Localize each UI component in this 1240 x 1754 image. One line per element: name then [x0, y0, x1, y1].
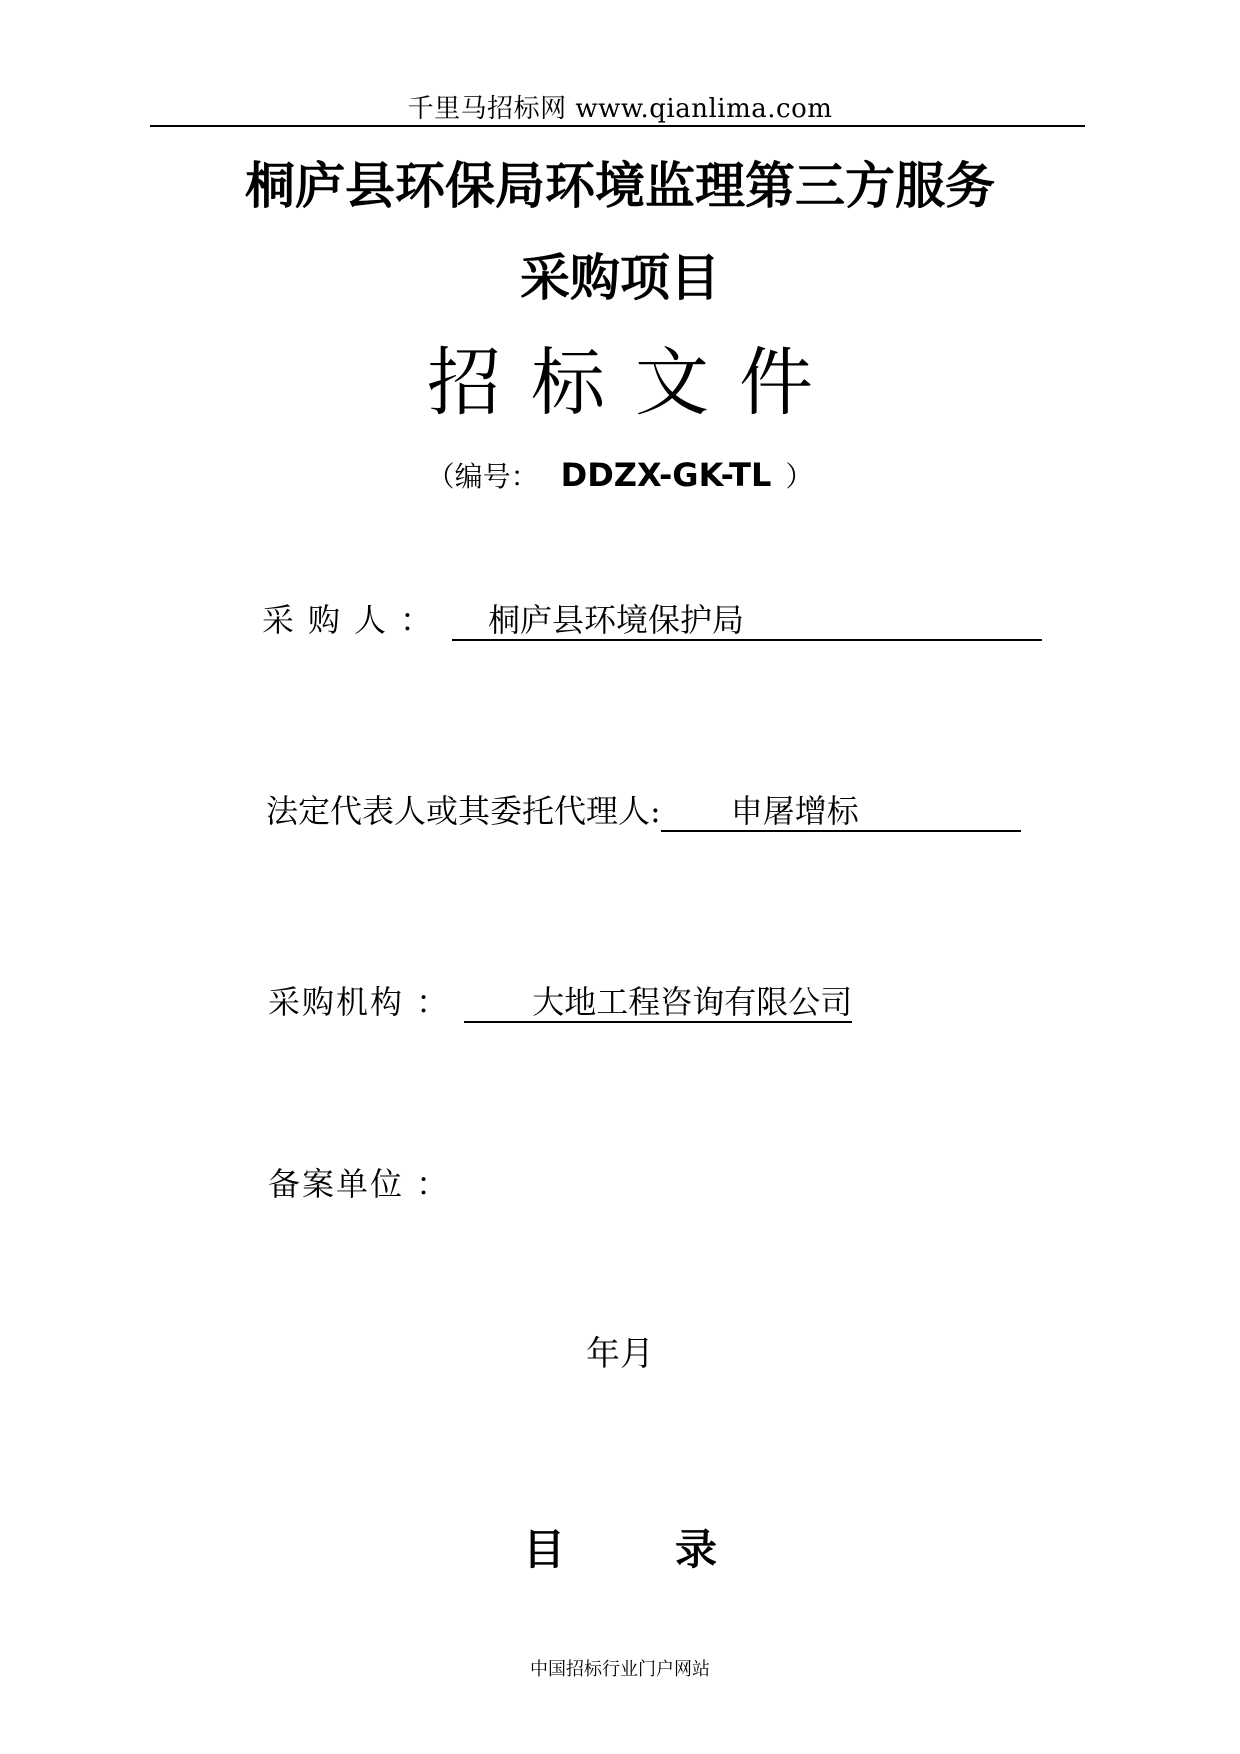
filing-unit-row	[268, 1162, 450, 1206]
doc-type-char: 件	[739, 340, 843, 426]
document-title-line-1: 桐庐县环保局环境监理第三方服务	[245, 157, 995, 215]
doc-number-value: DDZX-GK-TL	[560, 456, 772, 494]
purchaser-row	[262, 598, 1042, 642]
purchaser-label: 采购人：	[262, 601, 447, 639]
agency-value: 大地工程咨询有限公司	[464, 983, 852, 1023]
doc-number-close-paren: ）	[785, 460, 814, 493]
doc-type-char: 标	[531, 340, 635, 426]
header-rule	[150, 125, 1085, 127]
representative-value: 申屠增标	[661, 792, 1021, 832]
doc-number-open-paren: （	[426, 460, 455, 493]
document-type-heading	[0, 338, 1240, 428]
toc-char-1: 目	[522, 1525, 565, 1574]
doc-type-char: 文	[635, 340, 739, 426]
document-title-line-2: 采购项目	[520, 249, 720, 307]
representative-label: 法定代表人或其委托代理人:	[266, 792, 661, 830]
toc-char-2: 录	[675, 1525, 718, 1574]
filing-unit-label: 备案单位 ：	[268, 1165, 451, 1203]
representative-row	[266, 789, 1021, 833]
document-number	[0, 455, 1240, 497]
doc-type-char: 招	[427, 340, 531, 426]
agency-row	[268, 980, 852, 1024]
page-header-site: 千里马招标网 www.qianlima.com	[407, 94, 833, 124]
page-footer: 中国招标行业门户网站	[530, 1659, 710, 1680]
doc-number-label: 编号：	[454, 460, 539, 493]
date-line: 年月	[586, 1334, 654, 1374]
agency-label: 采购机构 ：	[268, 983, 451, 1021]
table-of-contents-heading	[0, 1524, 1240, 1576]
purchaser-value: 桐庐县环境保护局	[452, 601, 1042, 641]
